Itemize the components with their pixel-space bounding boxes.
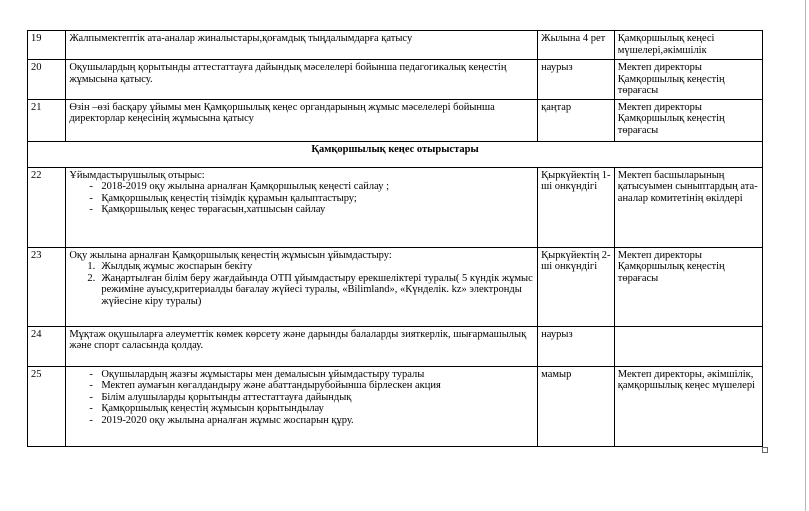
section-row [28, 141, 763, 167]
responsible-text: Мектеп директоры Қамқоршылық кеңестің төрағасы [614, 247, 762, 326]
row-number: 24 [28, 326, 66, 366]
responsible-text [614, 326, 762, 366]
activity-title: Оқу жылына арналған Қамқоршылық кеңестің жұмысын ұйымдастыру: [69, 249, 392, 261]
activity-list [69, 261, 534, 307]
row-number: 23 [28, 247, 66, 326]
table-row [28, 60, 763, 100]
list-item [69, 261, 534, 273]
list-item: - Қамқоршылық кеңестің жұмысын қорытындылау [69, 403, 534, 415]
table-resize-handle[interactable] [762, 447, 768, 453]
row-number: 22 [28, 167, 66, 247]
responsible-text: Мектеп директоры Қамқоршылық кеңестің төрағасы [614, 99, 762, 141]
timing-text: наурыз [538, 60, 615, 100]
table-row [28, 99, 763, 141]
window-border [805, 0, 806, 511]
timing-text: Қыркүйектің 2- ші онкүндігі [538, 247, 615, 326]
table-row [28, 366, 763, 446]
activity-cell [66, 247, 538, 326]
activity-cell [66, 366, 538, 446]
list-item: - Мектеп аумағын көгалдандыру және абаттандырубойынша бірлескен акция [69, 380, 534, 392]
activity-text: Мұқтаж оқушыларға әлеуметтік көмек көрсету және дарынды балаларды зияткерлік, шығармашылық және спорт саласында қолдау. [66, 326, 538, 366]
timing-text: мамыр [538, 366, 615, 446]
list-item: - 2018-2019 оқу жылына арналған Қамқоршылық кеңесті сайлау ; [69, 181, 534, 193]
list-item: - 2019-2020 оқу жылына арналған жұмыс жоспарын құру. [69, 415, 534, 427]
item-text: Жаңартылған білім беру жағдайында ОТП ұйымдастыру ерекшеліктері туралы( 5 күндік жұмыс режиміне ауысу,критериалды бағалау жүйесі туралы, «Bilimland», «Күнделік. kz» электронды жүйесіне кіру туралы) [101, 272, 533, 307]
responsible-text: Мектеп директоры, әкімшілік, қамқоршылық кеңес мүшелері [614, 366, 762, 446]
timing-text: қаңтар [538, 99, 615, 141]
table-row [28, 326, 763, 366]
list-item: - Білім алушыларды қорытынды аттестаттауға дайындық [69, 392, 534, 404]
timing-text: наурыз [538, 326, 615, 366]
row-number: 21 [28, 99, 66, 141]
list-item: - Қамқоршылық кеңес төрағасын,хатшысын сайлау [69, 204, 534, 216]
activity-list [69, 181, 534, 216]
item-text: Жылдық жұмыс жоспарын бекіту [101, 261, 253, 272]
activity-title: Ұйымдастырушылық отырыс: [69, 169, 205, 181]
activity-cell [66, 167, 538, 247]
timing-text: Жылына 4 рет [538, 31, 615, 60]
section-heading: Қамқоршылық кеңес отырыстары [28, 141, 763, 167]
row-number: 25 [28, 366, 66, 446]
row-number: 20 [28, 60, 66, 100]
table-row [28, 167, 763, 247]
table-row [28, 247, 763, 326]
activity-text: Оқушылардың қорытынды аттестаттауға дайындық мәселелері бойынша педагогикалық кеңестің жұмысына қатысу. [66, 60, 538, 100]
list-item [69, 273, 534, 308]
activity-list [69, 369, 534, 427]
table-row [28, 31, 763, 60]
timing-text: Қыркүйектің 1-ші онкүндігі [538, 167, 615, 247]
activity-text: Жалпымектептік ата-аналар жиналыстары,қоғамдық тыңдалымдарға қатысу [66, 31, 538, 60]
list-item: - Қамқоршылық кеңестің тізімдік құрамын қалыптастыру; [69, 193, 534, 205]
activity-text: Өзін –өзі басқару ұйымы мен Қамқоршылық кеңес органдарының жұмыс мәселелері бойынша директорлар кеңесінің жұмысына қатысу [66, 99, 538, 141]
responsible-text: Мектеп директоры Қамқоршылық кеңестің төрағасы [614, 60, 762, 100]
list-item: - Оқушылардың жазғы жұмыстары мен демалысын ұйымдастыру туралы [69, 369, 534, 381]
item-number: 2. [87, 272, 96, 284]
responsible-text: Мектеп басшыларының қатысуымен сыныптардың ата-аналар комитетінің өкілдері [614, 167, 762, 247]
work-plan-table [27, 30, 763, 447]
responsible-text: Қамқоршылық кеңесі мүшелері,әкімшілік [614, 31, 762, 60]
item-number: 1. [87, 261, 96, 272]
row-number: 19 [28, 31, 66, 60]
